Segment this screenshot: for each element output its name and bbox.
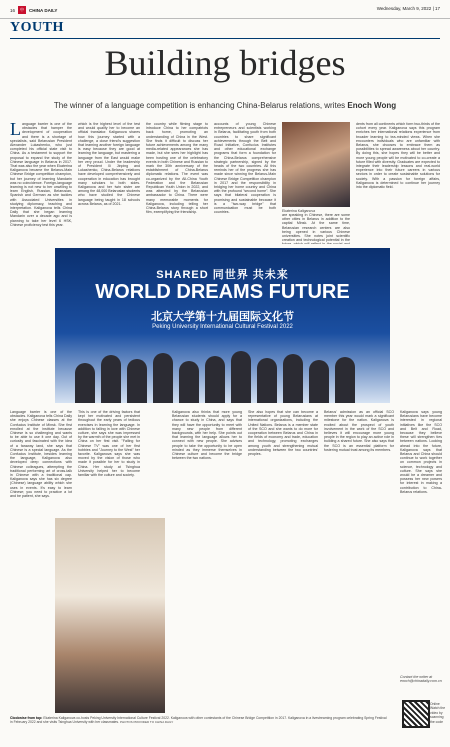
lower-column-4 <box>248 410 318 710</box>
article-column-1 <box>10 122 72 244</box>
issue-date: Wednesday, March 9, 2022 <box>376 6 432 11</box>
photo-caption <box>10 716 390 725</box>
standfirst-author: Enoch Wong <box>347 101 397 110</box>
livestream-photo <box>55 518 165 713</box>
standfirst <box>0 101 450 110</box>
festival-banner-photo <box>55 248 390 403</box>
masthead-right: Wednesday, March 9, 2022 | 17 <box>376 6 440 11</box>
caption-text: Ekaterina Kaliganova co-hosts Peking University International Culture Festival 2022. Kaliganova with other contestants of the Chinese Bridge Competition in 2017. Kaliganova in a livestreaming program celebrating Spring Festival in February 2022 and she visits Tsinghua University with her classmates. <box>10 716 387 725</box>
brand-name: CHINA DAILY <box>29 7 58 13</box>
section-label: YOUTH <box>10 20 64 35</box>
column-text: anguage barrier is one of the obstacles that hamper the development of cooperation and there is a shortage of specialists, said Belarusian President Alexander Lukashenko, who just completed his official state visit to China. As a testament to support the proposal to expand the study of the Chinese language in Belarus in 2017. That was also the year when Ekaterina Kaliganova became the Belarus-Main Chinese Bridge competition champion, but her journey of learning Mandarin was no coincidence. Foreign-language learning is not new to her unwilling to learn English, Russian, Belarusian, Spanish and German as she tackles with Associated Universities in studying diplomacy, teaching and interpretation. Kaliganova tells China Daily that she began learning Mandarin over a decade ago and is planning to take her level 6 HSK, Chinese proficiency test this year. <box>10 122 72 227</box>
column-text: which is the highest level of the test and would qualify her to become an official translator. Kaliganova shares how this journey started with a challenge, a close friend's suggestion that learning another foreign language is easy because they are good at learning the language, but mastering a language from the East would make her very proud. Under the leadership of President Xi Jinping and Lukashenko, China-Belarus relations have developed comprehensively and cooperation in education has brought many scholars to both sides. Kaliganova and her twin sister are among the 48,000 Belarusian students who have studied the Chinese language being taught in 18 schools across Belarus, as of 2021. <box>78 122 140 206</box>
article-column-5-lower <box>282 213 350 244</box>
caption-label: Clockwise from top: <box>10 716 43 720</box>
article-column-4 <box>214 122 276 244</box>
portrait-caption: Ekaterina Kaliganova <box>282 209 316 213</box>
banner-line-4: Peking University International Cultural Festival 2022 <box>152 324 293 330</box>
headline: Building bridges <box>104 43 346 83</box>
china-daily-logo-icon: 中 <box>20 7 25 12</box>
caption-credit: PHOTOS PROVIDED TO CHINA DAILY <box>120 720 174 725</box>
column-text: Language barrier is one of the obstacles. Kaliganova tells China Daily she enjoys Chinese classes at the Confucius Institute of Minsk. She first enrolled at the institute because Chinese is so challenging and wants to be able to use it one day. Out of curiosity and fascinated with the idea of a faraway land, she says that Chinese is a special language. As the Confucius Institute, besides learning the language, Kaliganova also developed deep connections with Chinese colleagues, attempting the traditional performing art of cross-talk in Chinese with a traditional cap. Kaliganova says she has six degree (Chinese) language ability which she uses in events. It's easy to learn Chinese; you need to practice a lot and be patient, she says. <box>10 410 72 499</box>
column-text: Belarus' admission as an official SCO member this year would mark a significant milestone for the nation. Kaliganova is excited about the prospect of youth involvement in the work of the SCO and believes it will encourage more young people in the region to play an active role in building a shared future. She also says that the SCO is an essential platform for fostering mutual trust among its members. <box>324 410 394 452</box>
article-column-6 <box>356 122 440 244</box>
column-text: accounts of young Chinese entrepreneurs and scientists working in Belarus, facilitating youth from both countries to share significant achievements through the Belt and Road Initiative, Confucius Institutes and other educational exchange programs that form a foundation for the China-Belarus comprehensive strategic partnership, signed by the heads of the two countries. All this reminds her of the progress she has made since winning the Belarus-Main Chinese Bridge Competition champion in 2017 and the responsibility in bridging her home country and China with the profound "second home". She says that bilateral cooperation is promising and sustainable because it is a "two-way bridge" that communication must be both countries. <box>214 122 276 215</box>
column-text: the country while filming stage to introduce China to her compatriots back home, promoting an understanding of China in the West. She finds it difficult to discuss her future achievements among the many media-related appearances she has made, but she sees her highlight has been hosting one of the celebratory events in both Chinese and Russian to mark the 30th anniversary of the establishment of China-Belarus diplomatic relations. The event was co-organized by the All-China Youth Federation and the Belarusian Republican Youth Union in 2022, and was attended by the Belarusian ambassador to China. There were many memorable moments for Kaliganova, including telling her China-Belarus story through a short film, exemplifying the friendship. <box>146 122 208 215</box>
contact-writer: Contact the writer at enoch@chinadaily.com.cn <box>400 675 442 684</box>
lower-column-5 <box>324 410 394 710</box>
dropcap: L <box>10 122 21 139</box>
column-text: She also hopes that she can become a representative of young Belarusians at international organizations, including the United Nations. Belarus is a member state of the SCO and she wants to do more for cooperation between Belarus and China in the fields of economy and trade, education and technology, promoting exchanges among youth and strengthening mutual understanding between the two countries' peoples. <box>248 410 318 457</box>
column-text: Kaliganova says young Belarusians have become interested in regional initiatives like the SCO and Belt and Road, because they believe these will strengthen ties between nations. Looking ahead into the future, Kaliganova says that Belarus and China should continue to work together on common projects in science, technology and culture. She says she would be a dreamer and possess her new powers for interest in making a contribution to China-Belarus relations. <box>400 410 442 494</box>
standfirst-text: The winner of a language competition is enhancing China-Belarus relations, writes <box>53 101 346 110</box>
article-column-2 <box>78 122 140 244</box>
column-text: are speaking in Chinese, there are some other cities in Belarus in addition to the capital Minsk. At the same time, Belarusian research centers are also being opened in various Chinese universities. She notes joint scientific creation and technological potential in the <box>282 213 350 243</box>
page-number-left: 16 <box>10 7 16 13</box>
portrait-photo <box>282 122 350 213</box>
article-column-3 <box>146 122 208 244</box>
qr-label: Online Watch the video by scanning the code <box>430 702 446 724</box>
banner-line-3: 北京大学第十九届国际文化节 <box>151 311 294 323</box>
column-text: dents from all continents which form two-thirds of the cohort every year. Kaliganova says this program enriches her international relations experience from broader learning to tea-minded views. When she encounters individuals who are unfamiliar with Belarus, she chooses to embrace them as possibilities to spread awareness about her country. By doing this, she hopes they will be better and more young people will be motivated to co-create a future filled with diversity. Graduates are expected to integrate their leadership lessons and real-world experience into their future careers in various sectors in order to create sustainable solutions for society. With a passion for foreign affairs, Kaliganova is determined to continue her journey into the diplomatic field. <box>356 122 440 190</box>
people-silhouettes <box>75 348 370 403</box>
page-number-right: 17 <box>434 6 440 11</box>
masthead-left <box>10 6 57 14</box>
lower-column-6 <box>400 410 442 670</box>
lower-column-2 <box>78 410 140 514</box>
lower-column-3 <box>172 410 242 710</box>
qr-code-icon[interactable] <box>402 700 430 728</box>
banner-line-1: SHARED 同世界 共未来 <box>156 269 289 281</box>
column-text: This is one of the driving factors that kept her motivated and persistent throughout the early years of tedious exercises in learning the language. In addition to falling in love with Chinese culture, she says she was impressed by the warmth of the people she met in China on her first visit. "Falling for Chinese TV" was one of her first hobbies and "Journey to the West" her favorite. Kaliganova says she was moved by the vision of those who made it possible for her to study in China. Her study at Tsinghua University helped her to become familiar with the culture and society. <box>78 410 140 478</box>
masthead <box>0 0 450 19</box>
banner-line-2: WORLD DREAMS FUTURE <box>95 281 350 303</box>
column-text: Kaliganova also thinks that more young Belarusian students should apply for a chance to study in China, and says that they will have the opportunity to meet with many new people from different backgrounds, with her help. She points out that learning the language allows her to connect with new people. She advises people to take the opportunity to be open minded as they immerse themselves in Chinese culture and become the bridge between the two nations. <box>172 410 242 461</box>
section-rule <box>10 38 440 39</box>
